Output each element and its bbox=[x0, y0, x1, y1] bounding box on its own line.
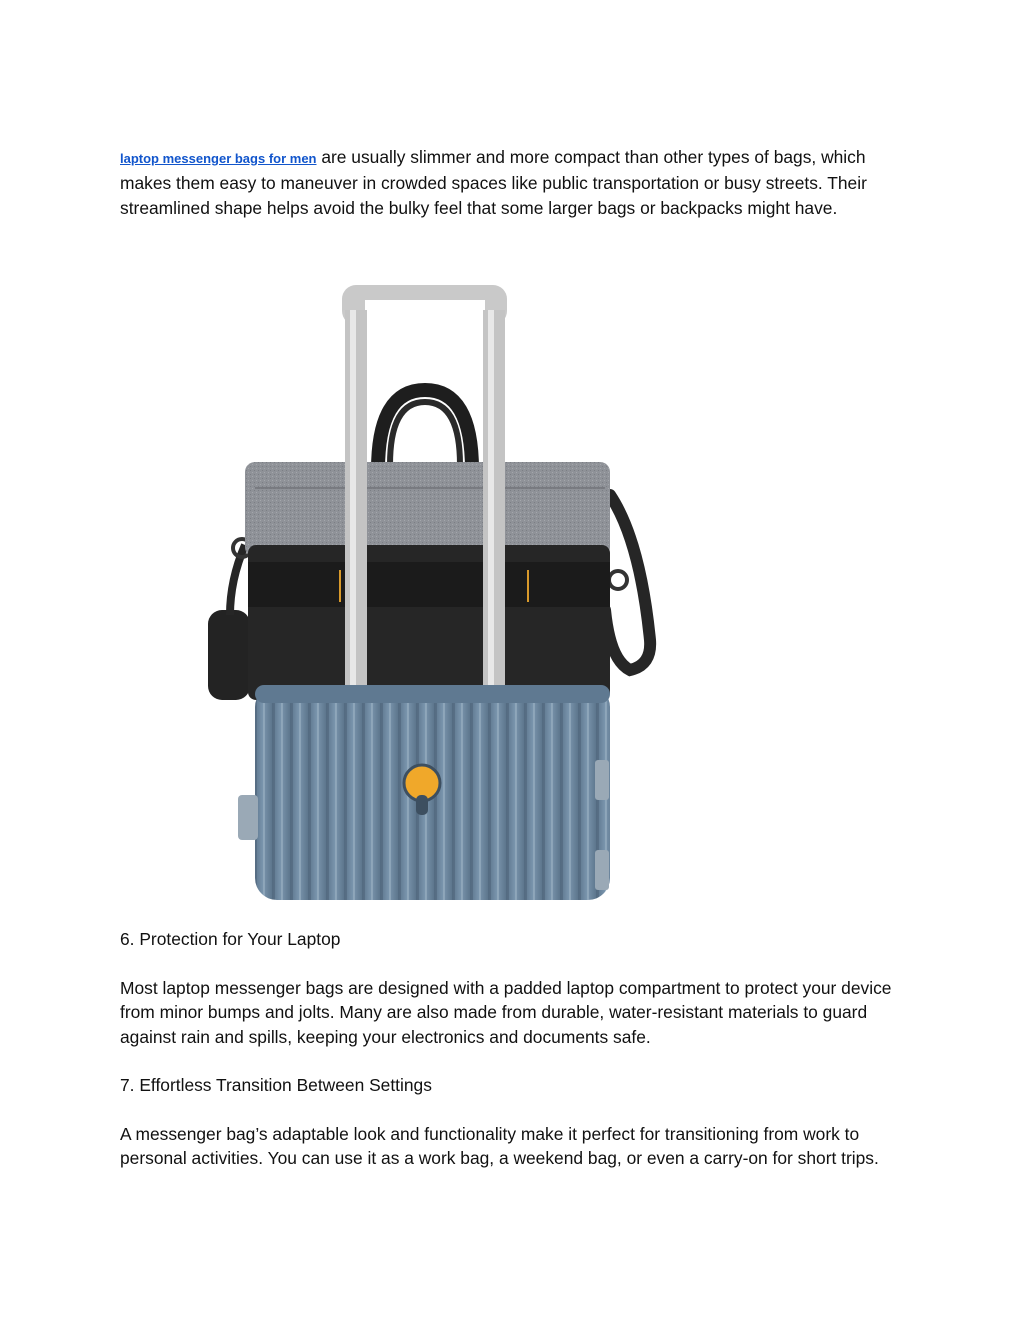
section7-body: A messenger bag’s adaptable look and functionality make it perfect for transitioning from work to personal activities. You can use it as a work bag, a weekend bag, or even a carry-on for short trips. bbox=[120, 1124, 879, 1169]
section6-heading: 6. Protection for Your Laptop bbox=[120, 929, 341, 949]
strap-pad bbox=[208, 610, 250, 700]
messenger-bags-link[interactable]: laptop messenger bags for men bbox=[120, 151, 317, 166]
intro-paragraph bbox=[120, 145, 910, 220]
bag-on-suitcase-image bbox=[200, 280, 670, 900]
intro-text: are usually slimmer and more compact than other types of bags, which makes them easy to maneuver in crowded spaces like public transportation or busy streets. Their streamlined shape helps avoid the bulky feel that some larger bags or backpacks might have. bbox=[120, 147, 867, 218]
section6-body: Most laptop messenger bags are designed with a padded laptop compartment to protect your device from minor bumps and jolts. Many are also made from durable, water-resistant materials to guard against rain and spills, keeping your electronics and documents safe. bbox=[120, 978, 892, 1047]
section7-heading: 7. Effortless Transition Between Settings bbox=[120, 1075, 432, 1095]
bag-fabric-panel bbox=[245, 462, 610, 557]
